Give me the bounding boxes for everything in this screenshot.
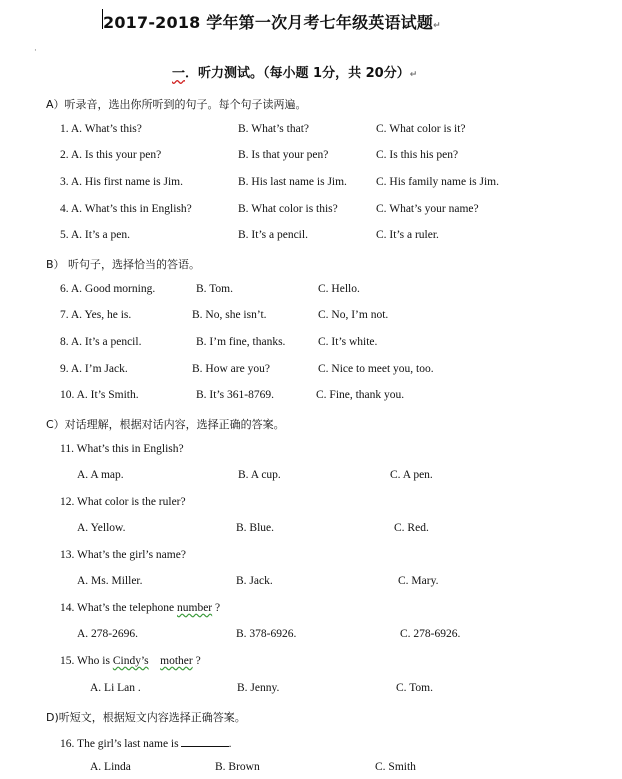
q11-option-a: A. A map. xyxy=(77,469,124,481)
q3-option-a: 3. A. His first name is Jim. xyxy=(60,176,183,188)
answer-blank xyxy=(181,736,229,747)
q4-option-c: C. What’s your name? xyxy=(376,203,479,215)
q2-option-a: 2. A. Is this your pen? xyxy=(60,149,162,161)
section-d-heading: D)听短文，根据短文内容选择正确答案。 xyxy=(46,711,246,724)
q9-option-a: 9. A. I’m Jack. xyxy=(60,363,128,375)
q6-option-c: C. Hello. xyxy=(318,283,360,295)
q9-option-b: B. How are you? xyxy=(192,363,270,375)
q11-option-c: C. A pen. xyxy=(390,469,433,481)
q14-option-a: A. 278-2696. xyxy=(77,628,139,640)
q4-option-a: 4. A. What’s this in English? xyxy=(60,203,192,215)
q1-option-b: B. What’s that? xyxy=(238,123,310,135)
q5-option-a: 5. A. It’s a pen. xyxy=(60,229,130,241)
q7-option-c: C. No, I’m not. xyxy=(318,309,389,321)
q3-option-b: B. His last name is Jim. xyxy=(238,176,347,188)
q10-option-b: B. It’s 361-8769. xyxy=(196,389,274,401)
q10-option-c: C. Fine, thank you. xyxy=(316,389,405,401)
q9-option-c: C. Nice to meet you, too. xyxy=(318,363,434,375)
q12-option-b: B. Blue. xyxy=(236,522,275,534)
q4-option-b: B. What color is this? xyxy=(238,203,338,215)
q7-option-b: B. No, she isn’t. xyxy=(192,309,267,321)
q5-option-c: C. It’s a ruler. xyxy=(376,229,439,241)
q8-option-b: B. I’m fine, thanks. xyxy=(196,336,286,348)
q14-option-c: C. 278-6926. xyxy=(400,628,461,640)
paragraph-mark: · xyxy=(34,46,37,56)
q12-stem: 12. What color is the ruler? xyxy=(60,496,186,508)
q1-option-c: C. What color is it? xyxy=(376,123,466,135)
q10-option-a: 10. A. It’s Smith. xyxy=(60,389,139,401)
q13-option-b: B. Jack. xyxy=(236,575,273,587)
section-b-heading: B） 听句子，选择恰当的答语。 xyxy=(46,258,201,271)
q5-option-b: B. It’s a pencil. xyxy=(238,229,308,241)
q1-option-a: 1. A. What’s this? xyxy=(60,123,142,135)
section-c-heading: C）对话理解，根据对话内容，选择正确的答案。 xyxy=(46,418,285,431)
q15-stem: 15. Who is Cindy’s mother ? xyxy=(60,655,201,667)
part-heading: 一．听力测试。（每小题 1分，共 20分）↵ xyxy=(172,66,418,81)
q15-option-a: A. Li Lan . xyxy=(90,682,141,694)
q13-option-a: A. Ms. Miller. xyxy=(77,575,143,587)
q16-option-b: B. Brown xyxy=(215,761,260,773)
q15-option-b: B. Jenny. xyxy=(237,682,280,694)
q14-option-b: B. 378-6926. xyxy=(236,628,297,640)
q15-option-c: C. Tom. xyxy=(396,682,434,694)
q6-option-a: 6. A. Good morning. xyxy=(60,283,156,295)
q6-option-b: B. Tom. xyxy=(196,283,234,295)
section-a-heading: A）听录音，选出你所听到的句子。每个句子读两遍。 xyxy=(46,98,307,111)
q11-option-b: B. A cup. xyxy=(238,469,281,481)
q7-option-a: 7. A. Yes, he is. xyxy=(60,309,132,321)
q12-option-a: A. Yellow. xyxy=(77,522,126,534)
q2-option-b: B. Is that your pen? xyxy=(238,149,329,161)
q14-stem: 14. What’s the telephone number ? xyxy=(60,602,221,614)
q8-option-c: C. It’s white. xyxy=(318,336,378,348)
q16-stem: 16. The girl’s last name is . xyxy=(60,738,232,750)
q13-option-c: C. Mary. xyxy=(398,575,439,587)
q16-option-c: C. Smith xyxy=(375,761,416,773)
exam-title: 2017-2018 学年第一次月考七年级英语试题↵ xyxy=(103,13,441,32)
q8-option-a: 8. A. It’s a pencil. xyxy=(60,336,142,348)
q12-option-c: C. Red. xyxy=(394,522,429,534)
q2-option-c: C. Is this his pen? xyxy=(376,149,459,161)
q16-option-a: A. Linda xyxy=(90,761,131,773)
q13-stem: 13. What’s the girl’s name? xyxy=(60,549,186,561)
q11-stem: 11. What’s this in English? xyxy=(60,443,184,455)
q3-option-c: C. His family name is Jim. xyxy=(376,176,499,188)
